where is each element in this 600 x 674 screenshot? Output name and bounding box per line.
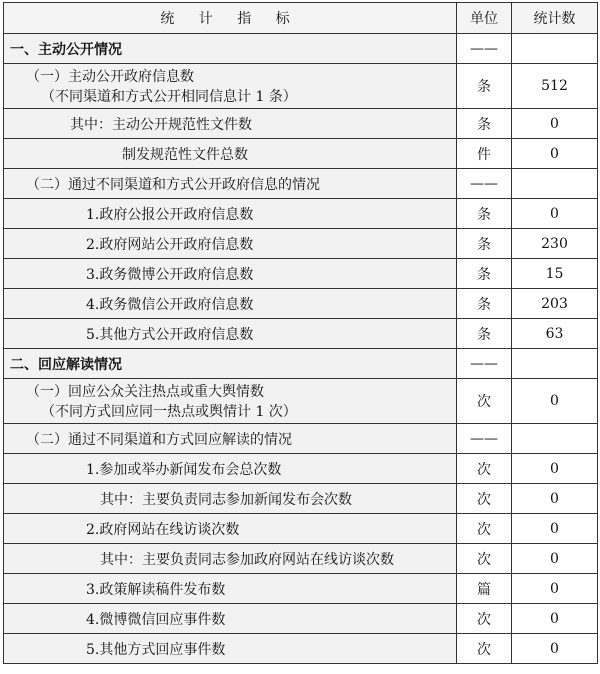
row-count: 0 [512, 514, 598, 544]
row-name: 3.政策解读稿件发布数 [4, 574, 457, 604]
table-row [4, 64, 598, 109]
row-unit: 次 [457, 379, 512, 424]
table-row [4, 424, 598, 454]
row-unit: 件 [457, 139, 512, 169]
row-count: 203 [512, 289, 598, 319]
row-count [512, 349, 598, 379]
row-unit: 次 [457, 484, 512, 514]
row-name: 制发规范性文件总数 [4, 139, 457, 169]
row-count: 230 [512, 229, 598, 259]
row-count: 0 [512, 454, 598, 484]
row-count: 0 [512, 634, 598, 664]
row-count: 0 [512, 139, 598, 169]
row-name: （二）通过不同渠道和方式公开政府信息的情况 [4, 169, 457, 199]
row-unit: 条 [457, 199, 512, 229]
table-row [4, 109, 598, 139]
row-name-line1: （一）主动公开政府信息数 [26, 69, 194, 85]
row-unit: 次 [457, 454, 512, 484]
row-count: 512 [512, 64, 598, 109]
header-indicator: 统 计 指 标 [4, 3, 457, 34]
table-row [4, 169, 598, 199]
row-unit: —— [457, 169, 512, 199]
row-name: 1.参加或举办新闻发布会总次数 [4, 454, 457, 484]
table-header-row [4, 3, 598, 34]
table-row [4, 544, 598, 574]
table-row [4, 259, 598, 289]
row-unit: —— [457, 349, 512, 379]
statistics-table [3, 2, 598, 664]
header-count: 统计数 [512, 3, 598, 34]
row-unit: 条 [457, 229, 512, 259]
row-name-line1: （一）回应公众关注热点或重大舆情数 [26, 384, 264, 400]
row-name: 2.政府网站在线访谈次数 [4, 514, 457, 544]
table-row [4, 454, 598, 484]
row-name [4, 379, 457, 424]
row-count: 0 [512, 109, 598, 139]
table-row [4, 634, 598, 664]
table-row [4, 379, 598, 424]
header-unit: 单位 [457, 3, 512, 34]
row-unit: 条 [457, 259, 512, 289]
row-name: 1.政府公报公开政府信息数 [4, 199, 457, 229]
row-unit: 次 [457, 544, 512, 574]
row-name: 其中：主要负责同志参加政府网站在线访谈次数 [4, 544, 457, 574]
table-row [4, 349, 598, 379]
row-unit: 条 [457, 109, 512, 139]
row-unit: 条 [457, 319, 512, 349]
row-count: 0 [512, 604, 598, 634]
row-unit: —— [457, 424, 512, 454]
row-count [512, 169, 598, 199]
row-name: 4.微博微信回应事件数 [4, 604, 457, 634]
row-unit: 次 [457, 514, 512, 544]
row-count [512, 34, 598, 64]
row-unit: 条 [457, 289, 512, 319]
row-name: 5.其他方式回应事件数 [4, 634, 457, 664]
row-name [4, 64, 457, 109]
row-count: 15 [512, 259, 598, 289]
row-name: （二）通过不同渠道和方式回应解读的情况 [4, 424, 457, 454]
row-name: 3.政务微博公开政府信息数 [4, 259, 457, 289]
row-name: 4.政务微信公开政府信息数 [4, 289, 457, 319]
table-row [4, 514, 598, 544]
table-row [4, 289, 598, 319]
row-name: 其中：主要负责同志参加新闻发布会次数 [4, 484, 457, 514]
row-name: 2.政府网站公开政府信息数 [4, 229, 457, 259]
row-count [512, 424, 598, 454]
row-name: 5.其他方式公开政府信息数 [4, 319, 457, 349]
row-unit: 条 [457, 64, 512, 109]
row-unit: —— [457, 34, 512, 64]
row-count: 0 [512, 544, 598, 574]
table-row [4, 574, 598, 604]
table-row [4, 484, 598, 514]
row-count: 0 [512, 379, 598, 424]
row-count: 0 [512, 484, 598, 514]
table-row [4, 229, 598, 259]
row-unit: 次 [457, 604, 512, 634]
row-name: 一、主动公开情况 [4, 34, 457, 64]
row-unit: 篇 [457, 574, 512, 604]
row-name-line2: （不同渠道和方式公开相同信息计 1 条） [41, 89, 297, 105]
table-row [4, 199, 598, 229]
table-row [4, 604, 598, 634]
table-row [4, 319, 598, 349]
row-name: 其中：主动公开规范性文件数 [4, 109, 457, 139]
row-name-line2: （不同方式回应同一热点或舆情计 1 次） [41, 404, 297, 420]
table-row [4, 34, 598, 64]
row-unit: 次 [457, 634, 512, 664]
row-count: 0 [512, 574, 598, 604]
row-count: 63 [512, 319, 598, 349]
table-row [4, 139, 598, 169]
row-count: 0 [512, 199, 598, 229]
row-name: 二、回应解读情况 [4, 349, 457, 379]
